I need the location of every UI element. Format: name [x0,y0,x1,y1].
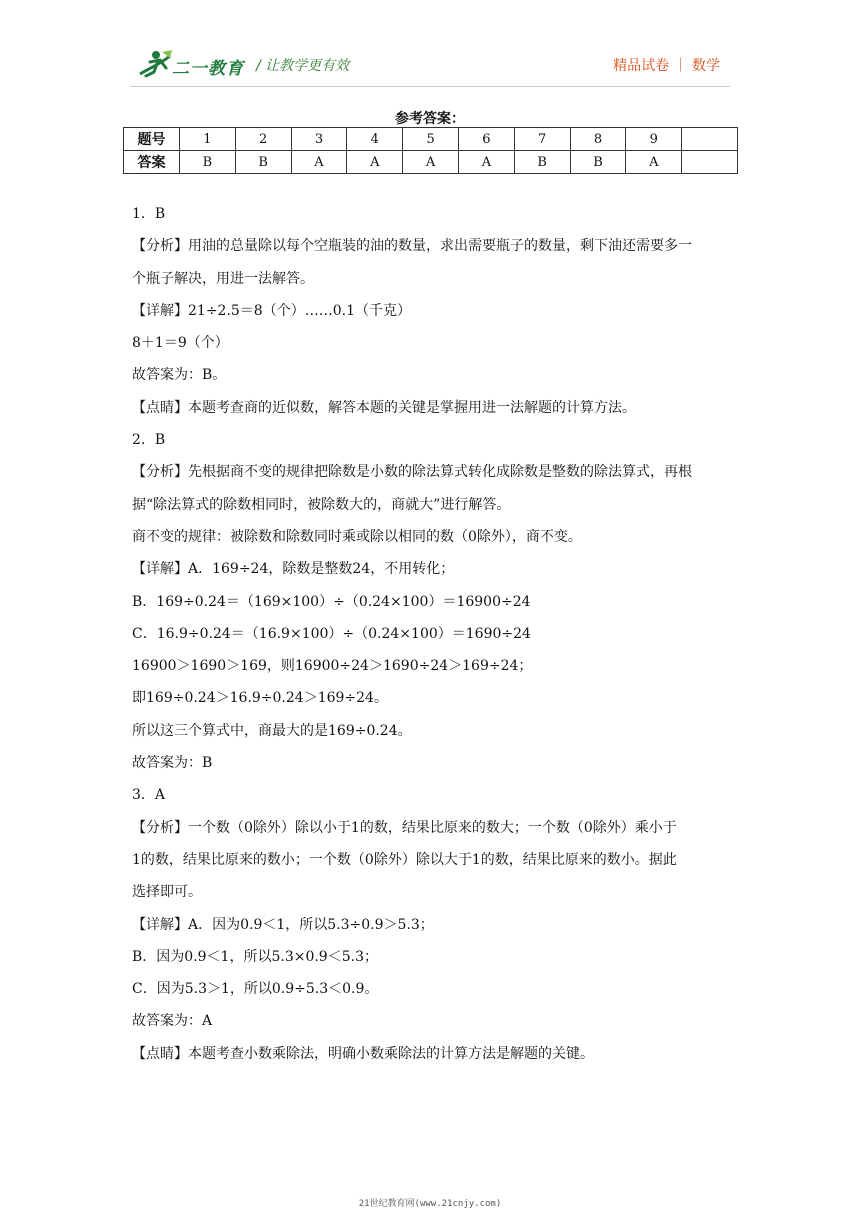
text-line: 个瓶子解决，用进一法解答。 [132,270,314,287]
header-category: 精品试卷 ｜ 数学 [613,58,720,74]
header-divider [130,86,730,87]
row-label-number: 题号 [124,128,180,151]
answer-cell: A [347,151,403,174]
question-number-cell: 7 [514,128,570,151]
text-line: 1的数，结果比原来的数小；一个数（0除外）除以大于1的数，结果比原来的数小。据此 [132,851,677,868]
text-line: 即169÷0.24＞16.9÷0.24＞169÷24。 [132,690,388,707]
question-number-cell: 4 [347,128,403,151]
question-number-cell: 9 [626,128,682,151]
text-line: 【分析】先根据商不变的规律把除数是小数的除法算式转化成除数是整数的除法算式，再根 [132,464,692,481]
text-line: 据“除法算式的除数相同时，被除数大的，商就大”进行解答。 [132,496,511,513]
page-title: 参考答案： [395,111,465,127]
question-number-cell: 3 [291,128,347,151]
footer-source: 21世纪教育网(www.21cnjy.com) [358,1199,502,1209]
text-line: 故答案为：B。 [132,367,227,384]
table-row [124,151,738,174]
answer-cell [682,151,738,174]
answer-cell: B [235,151,291,174]
question-number-cell [682,128,738,151]
text-line: 【分析】一个数（0除外）除以小于1的数，结果比原来的数大；一个数（0除外）乘小于 [132,819,677,836]
answer-cell: B [180,151,236,174]
question-number-cell: 5 [403,128,459,151]
answer-cell: A [458,151,514,174]
text-line: 1．B [132,206,166,222]
answer-cell: B [570,151,626,174]
question-number-cell: 1 [180,128,236,151]
page-header [0,0,860,100]
text-line: 3．A [132,787,166,804]
text-line: 16900＞1690＞169，则16900÷24＞1690÷24＞169÷24； [132,658,533,675]
slogan: / 让教学更有效 [256,58,350,74]
text-line: 所以这三个算式中，商最大的是169÷0.24。 [132,722,412,739]
text-line: 【点睛】本题考查小数乘除法，明确小数乘除法的计算方法是解题的关键。 [132,1045,594,1062]
answer-cell: B [514,151,570,174]
answer-cell: A [291,151,347,174]
question-number-cell: 8 [570,128,626,151]
text-line: 【分析】用油的总量除以每个空瓶装的油的数量，求出需要瓶子的数量，剩下油还需要多一 [132,238,692,255]
text-line: 【详解】A．因为0.9＜1，所以5.3÷0.9＞5.3； [132,916,434,933]
text-line: 【点睛】本题考查商的近似数，解答本题的关键是掌握用进一法解题的计算方法。 [132,399,636,416]
text-line: 【详解】21÷2.5＝8（个）……0.1（千克） [132,302,411,319]
text-line: 选择即可。 [132,884,202,901]
row-label-answer: 答案 [124,151,180,174]
table-row [124,128,738,151]
question-number-cell: 6 [458,128,514,151]
text-line: B．169÷0.24＝（169×100）÷（0.24×100）＝16900÷24 [132,593,531,610]
text-line: B．因为0.9＜1，所以5.3×0.9＜5.3； [132,948,378,965]
answer-cell: A [626,151,682,174]
text-line: 2．B [132,432,166,449]
answer-cell: A [403,151,459,174]
text-line: 故答案为：A [132,1013,213,1030]
text-line: 商不变的规律：被除数和除数同时乘或除以相同的数（0除外），商不变。 [132,528,582,545]
text-line: 8＋1＝9（个） [132,335,229,352]
text-line: C．因为5.3＞1，所以0.9÷5.3＜0.9。 [132,981,379,998]
logo-text: 二一教育 [172,59,244,79]
answer-table [123,127,738,174]
question-number-cell: 2 [235,128,291,151]
text-line: 故答案为：B [132,755,213,772]
text-line: 【详解】A．169÷24，除数是整数24，不用转化； [132,561,455,578]
text-line: C．16.9÷0.24＝（16.9×100）÷（0.24×100）＝1690÷24 [132,625,531,642]
solution-content [132,198,732,1070]
